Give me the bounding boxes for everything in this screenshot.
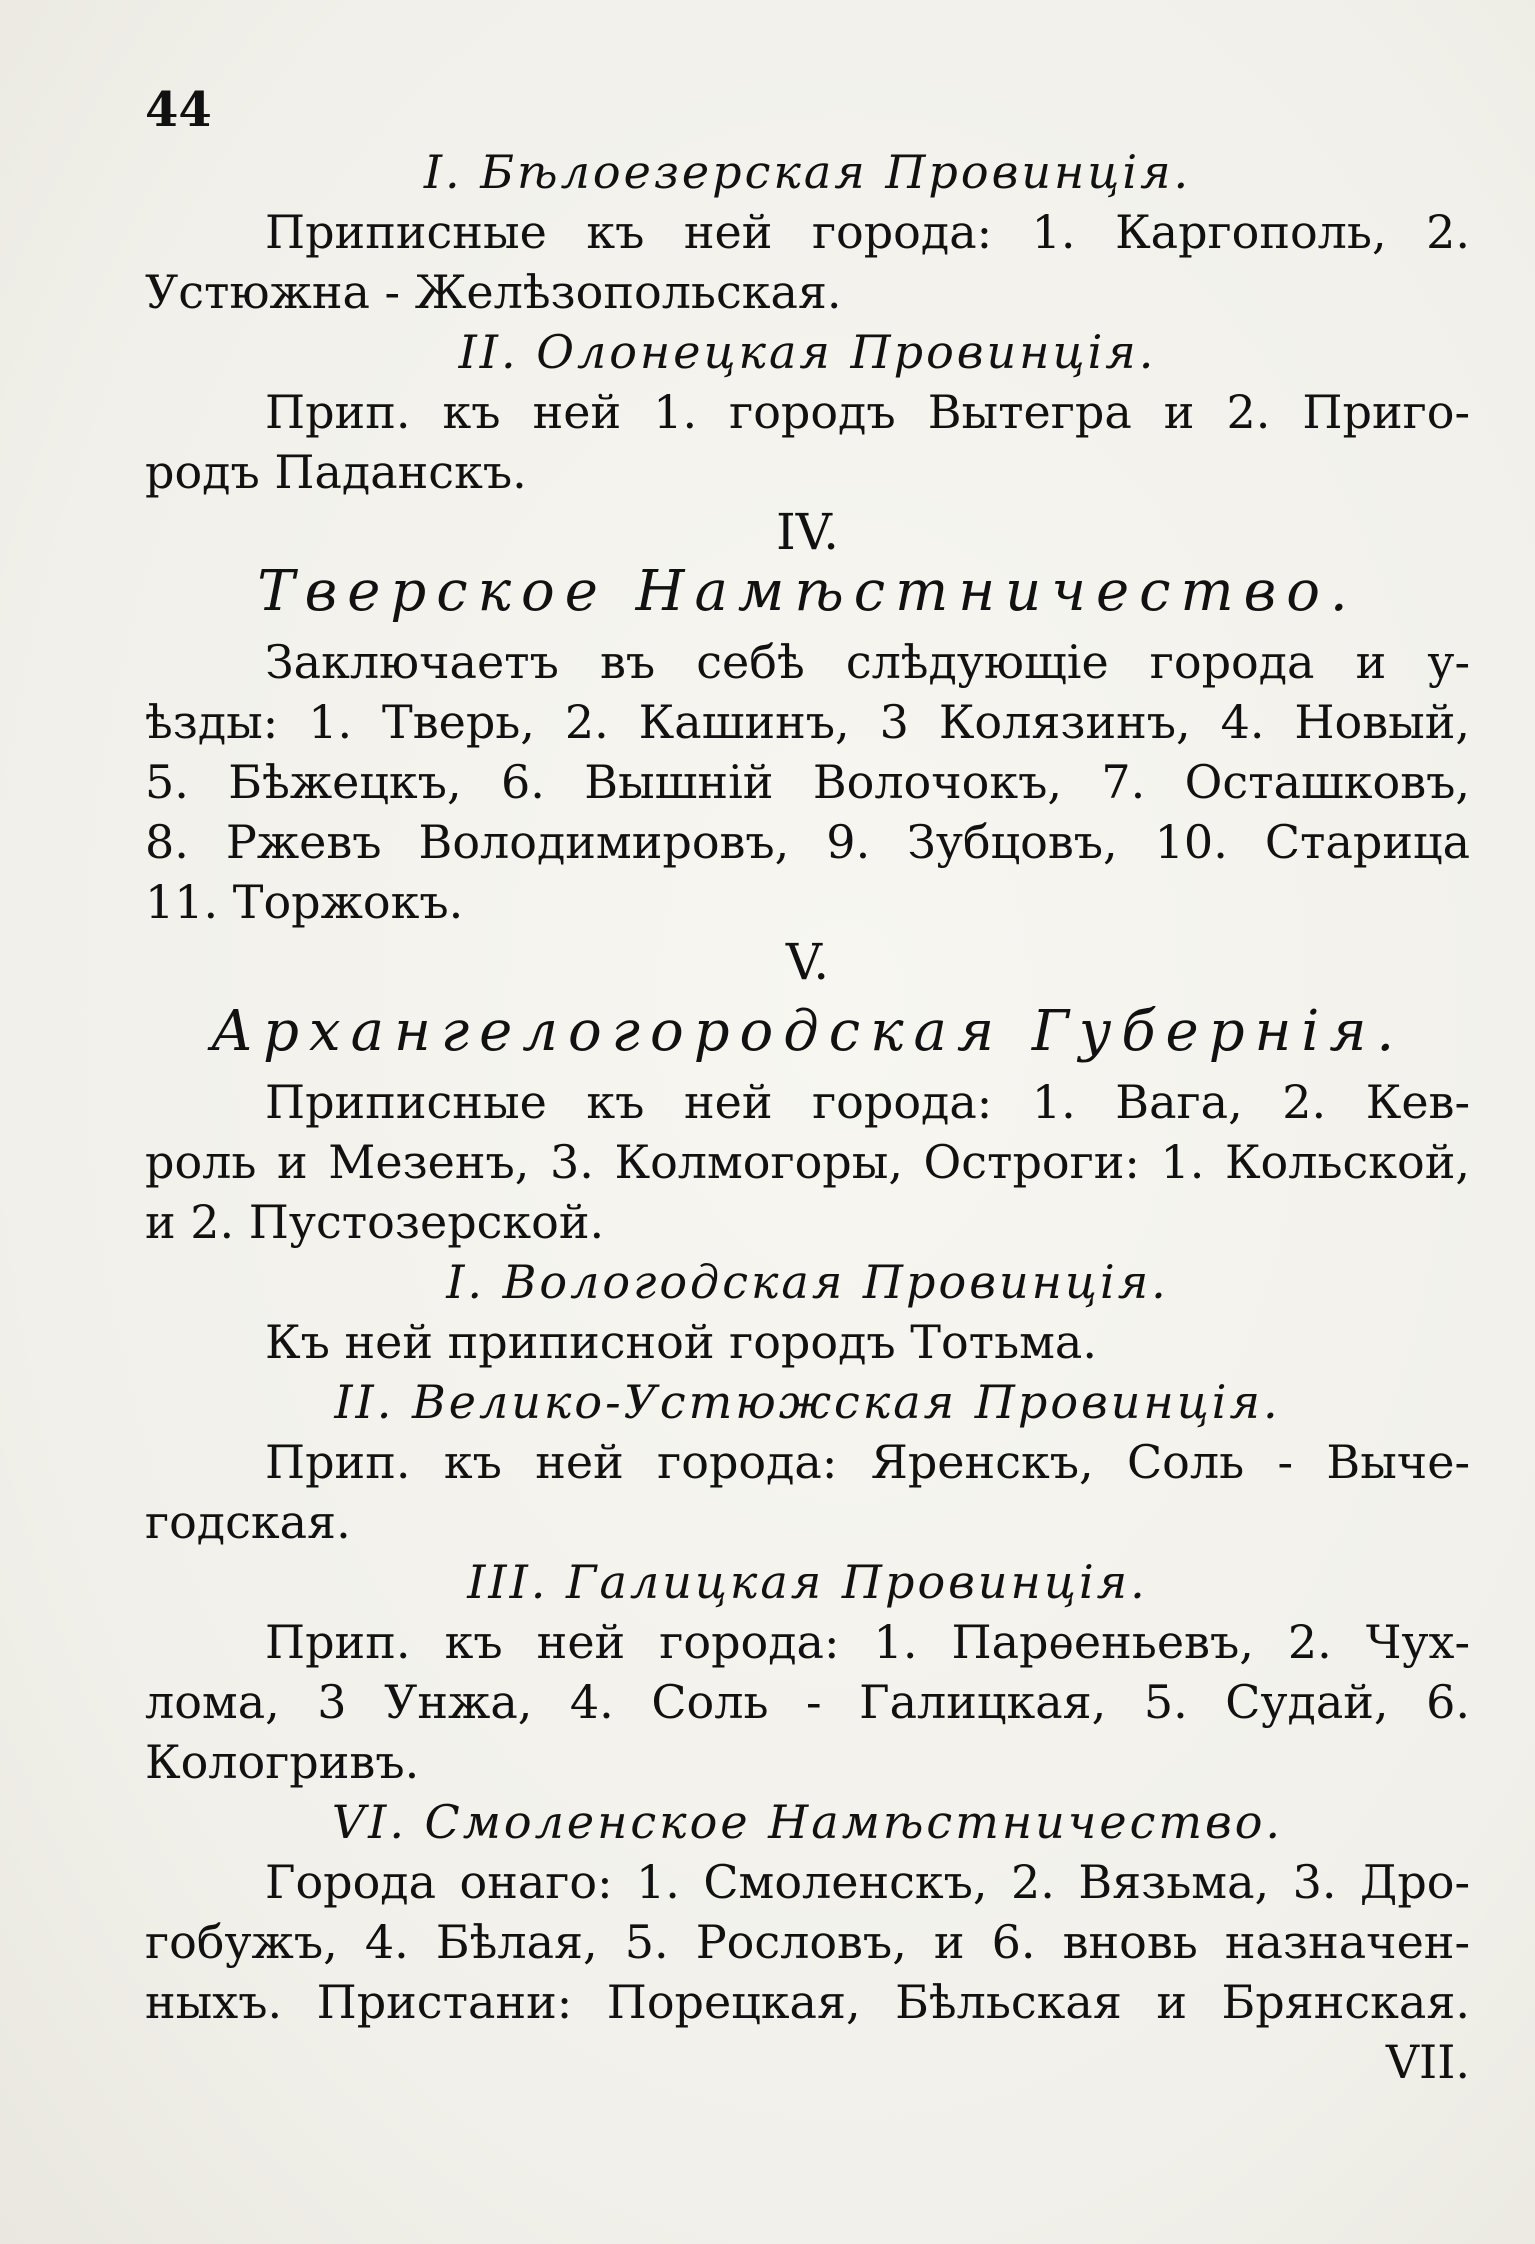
text-line: Города онаго: 1. Смоленскъ, 2. Вязьма, 3. Дро-: [265, 1855, 1470, 1909]
text-line: Архангелогородская Губернія.: [210, 999, 1405, 1064]
text-line: Кологривъ.: [145, 1735, 420, 1789]
text-line: V.: [785, 933, 830, 991]
text-line: Прип. къ ней города: 1. Парѳеньевъ, 2. Чух-: [265, 1615, 1470, 1669]
text-line: Тверское Намѣстничество.: [257, 559, 1358, 624]
text-line: II. Велико-Устюжская Провинція.: [334, 1375, 1281, 1429]
text-line: 8. Ржевъ Володимировъ, 9. Зубцовъ, 10. Старица: [145, 815, 1470, 869]
text-line: I. Вологодская Провинція.: [446, 1255, 1169, 1309]
page-number: 44: [145, 82, 212, 138]
text-line: гобужъ, 4. Бѣлая, 5. Рословъ, и 6. вновь назначен-: [145, 1915, 1470, 1969]
text-line: Прип. къ ней города: Яренскъ, Соль - Выче-: [265, 1435, 1470, 1489]
text-line: и 2. Пустозерской.: [145, 1195, 605, 1249]
text-line: годская.: [145, 1495, 351, 1549]
text-line: ѣзды: 1. Тверь, 2. Кашинъ, 3 Колязинъ, 4. Новый,: [145, 695, 1470, 749]
text-line: родъ Паданскъ.: [145, 445, 527, 499]
text-line: Приписные къ ней города: 1. Вага, 2. Кев-: [265, 1075, 1470, 1129]
text-line: Приписные къ ней города: 1. Каргополь, 2.: [265, 205, 1470, 259]
text-line: ныхъ. Пристани: Порецкая, Бѣльская и Брянская.: [145, 1975, 1470, 2029]
text-line: II. Олонецкая Провинція.: [458, 325, 1157, 379]
text-line: IV.: [775, 503, 839, 561]
text-line: 11. Торжокъ.: [145, 875, 464, 929]
text-line: VI. Смоленское Намѣстничество.: [331, 1795, 1284, 1849]
text-line: VII.: [1385, 2035, 1470, 2089]
text-line: I. Бѣлоезерская Провинція.: [423, 145, 1192, 199]
text-line: Заключаетъ въ себѣ слѣдующіе города и у-: [265, 635, 1470, 689]
text-line: роль и Мезенъ, 3. Колмогоры, Остроги: 1. Кольской,: [145, 1135, 1470, 1189]
text-line: Къ ней приписной городъ Тотьма.: [265, 1315, 1097, 1369]
text-line: 5. Бѣжецкъ, 6. Вышній Волочокъ, 7. Осташковъ,: [145, 755, 1470, 809]
text-line: Устюжна - Желѣзопольская.: [145, 265, 842, 319]
text-line: лома, 3 Унжа, 4. Соль - Галицкая, 5. Судай, 6.: [145, 1675, 1470, 1729]
text-line: Прип. къ ней 1. городъ Вытегра и 2. Приго-: [265, 385, 1470, 439]
text-line: III. Галицкая Провинція.: [467, 1555, 1148, 1609]
